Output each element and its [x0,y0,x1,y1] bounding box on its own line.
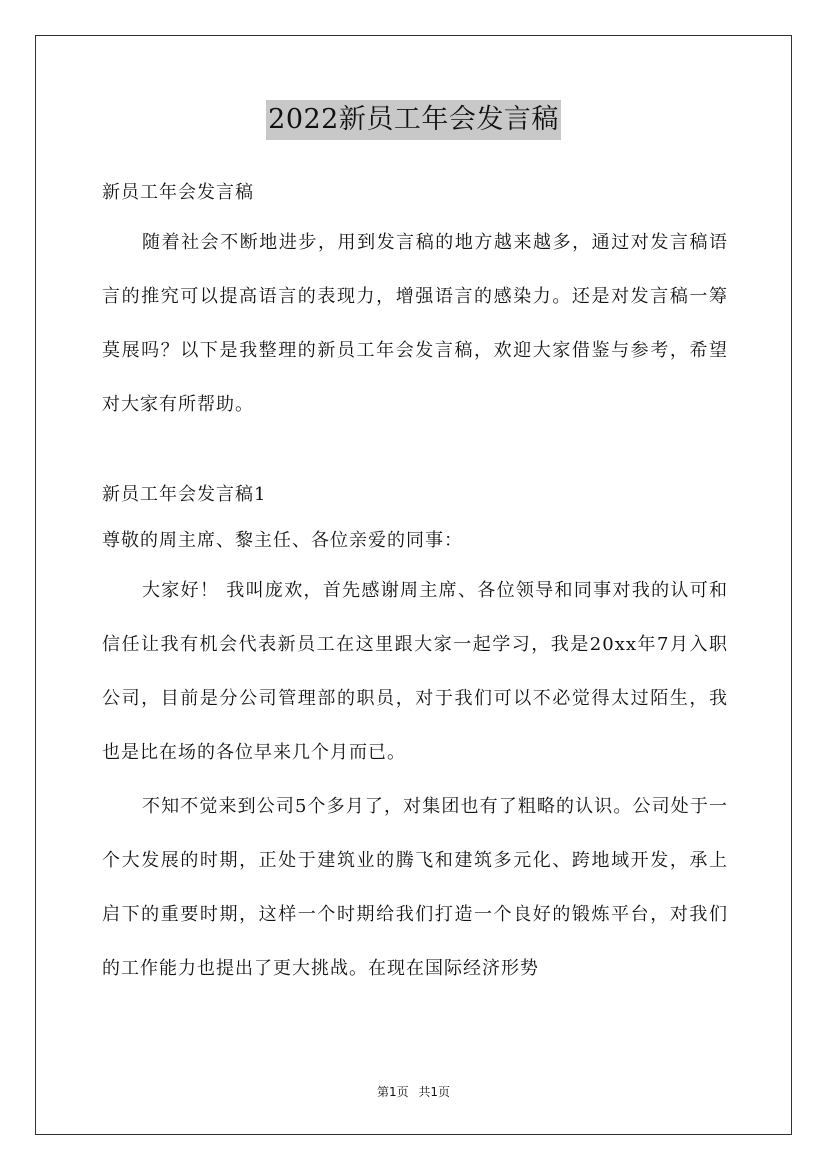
document-subtitle: 新员工年会发言稿 [102,182,254,203]
section-heading: 新员工年会发言稿1 [102,484,267,505]
page-number-current: 第1页 [376,1085,409,1099]
page-footer [0,1083,827,1100]
page-number-total: 共1页 [418,1085,451,1099]
intro-paragraph: 随着社会不断地进步，用到发言稿的地方越来越多，通过对发言稿语言的推究可以提高语言的表现力，增强语言的感染力。还是对发言稿一筹莫展吗？以下是我整理的新员工年会发言稿，欢迎大家借鉴与参考，希望对大家有所帮助。 [102,232,728,415]
title-container [0,100,827,140]
paragraph-1: 大家好！ 我叫庞欢，首先感谢周主席、各位领导和同事对我的认可和信任让我有机会代表新员工在这里跟大家一起学习，我是20xx年7月入职公司，目前是分公司管理部的职员，对于我们可以不必觉得太过陌生，我也是比在场的各位早来几个月而已。 [102,580,728,763]
document-title: 2022新员工年会发言稿 [266,100,561,140]
salutation: 尊敬的周主席、黎主任、各位亲爱的同事： [102,530,463,551]
paragraph-2: 不知不觉来到公司5个多月了，对集团也有了粗略的认识。公司处于一个大发展的时期，正处于建筑业的腾飞和建筑多元化、跨地域开发，承上启下的重要时期，这样一个时期给我们打造一个良好的锻炼平台，对我们的工作能力也提出了更大挑战。在现在国际经济形势 [102,796,728,979]
section-spacer [102,432,728,472]
document-body [102,170,728,996]
